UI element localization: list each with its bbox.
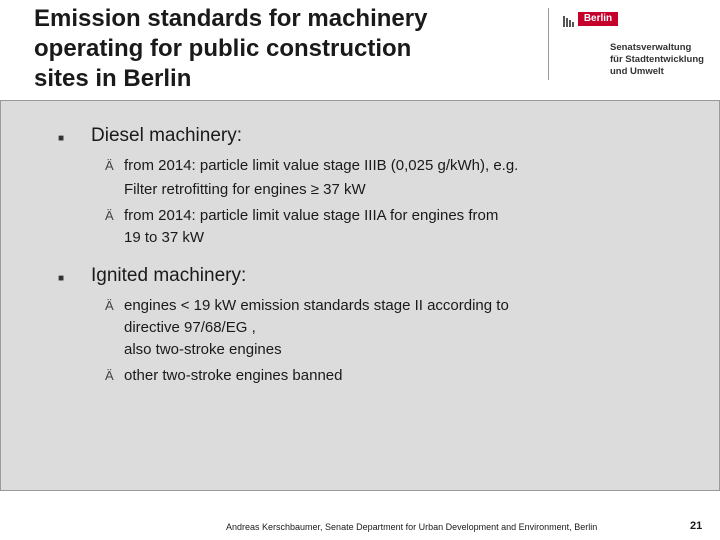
list-item-line: 19 to 37 kW bbox=[124, 229, 205, 246]
logo-department-text bbox=[610, 42, 704, 78]
title-line-3: sites in Berlin bbox=[34, 65, 192, 92]
arrow-bullet-icon: Ä bbox=[105, 368, 114, 383]
arrow-bullet-icon: Ä bbox=[105, 298, 114, 313]
list-item-line: Filter retrofitting for engines ≥ 37 kW bbox=[124, 181, 366, 198]
list-item-line: from 2014: particle limit value stage IIIA for engines from bbox=[124, 207, 499, 224]
berlin-logo bbox=[548, 8, 708, 82]
content-panel bbox=[0, 100, 720, 491]
slide-title bbox=[34, 4, 534, 94]
logo-line-2: für Stadtentwicklung bbox=[610, 54, 704, 65]
list-item-line: engines < 19 kW emission standards stage II according to bbox=[124, 297, 509, 314]
list-item-line: also two-stroke engines bbox=[124, 341, 282, 358]
square-bullet-icon: ■ bbox=[58, 133, 65, 144]
logo-line-3: und Umwelt bbox=[610, 66, 664, 77]
berlin-bear-icon bbox=[562, 14, 576, 28]
title-line-2: operating for public construction bbox=[34, 35, 412, 62]
section-heading-diesel: Diesel machinery: bbox=[91, 125, 242, 146]
page-number: 21 bbox=[690, 520, 703, 532]
logo-line-1: Senatsverwaltung bbox=[610, 42, 692, 53]
list-item-line: other two-stroke engines banned bbox=[124, 367, 343, 384]
logo-frame bbox=[548, 8, 561, 80]
list-item-line: directive 97/68/EG , bbox=[124, 319, 256, 336]
list-item-line: from 2014: particle limit value stage IIIB (0,025 g/kWh), e.g. bbox=[124, 157, 519, 174]
slide-footer: Andreas Kerschbaumer, Senate Department for Urban Development and Environment, Berlin bbox=[226, 522, 598, 532]
square-bullet-icon: ■ bbox=[58, 273, 65, 284]
section-heading-ignited: Ignited machinery: bbox=[91, 265, 247, 286]
title-line-1: Emission standards for machinery bbox=[34, 5, 428, 32]
arrow-bullet-icon: Ä bbox=[105, 158, 114, 173]
arrow-bullet-icon: Ä bbox=[105, 208, 114, 223]
logo-wordmark: Berlin bbox=[578, 12, 618, 26]
